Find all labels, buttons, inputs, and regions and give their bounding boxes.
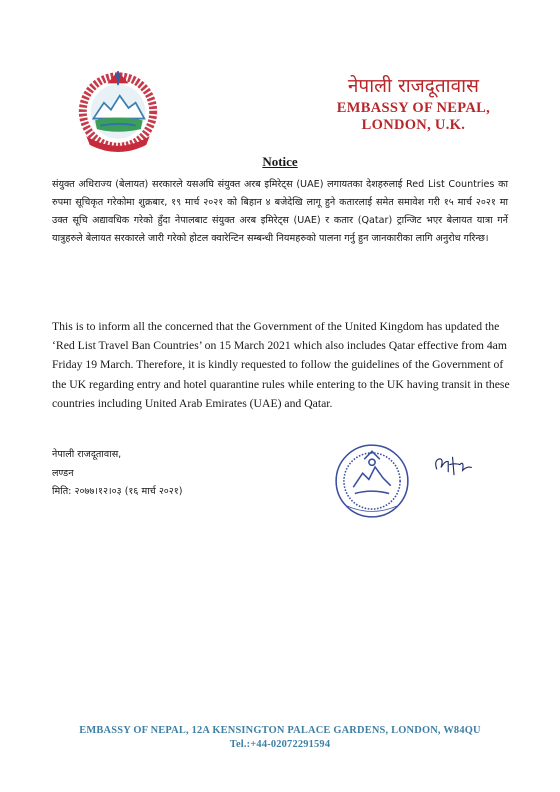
footer-phone: Tel.:+44-02072291594 bbox=[229, 739, 331, 750]
signature-office: नेपाली राजदूतावास, bbox=[52, 449, 122, 460]
footer-address: EMBASSY OF NEPAL, 12A KENSINGTON PALACE GARDENS, LONDON, W84QU bbox=[79, 725, 481, 736]
notice-paragraph-english: This is to inform all the concerned that the Government of the United Kingdom has updated the ‘Red List Travel Ban Countries’ on 15 March 2021 which also includes Qatar effective from 4am Friday 19 March. Therefore, it is kindly requested to follow the guidelines of the Government of the UK regarding entry and hotel quarantine rules while entering to the UK having transit in these countries including United Arab Emirates (UAE) and Qatar. bbox=[52, 320, 510, 410]
embassy-seal-icon bbox=[333, 442, 411, 520]
footer bbox=[0, 724, 560, 752]
notice-title: Notice bbox=[262, 154, 298, 169]
notice-paragraph-nepali: संयुक्त अधिराज्य (बेलायत) सरकारले यसअघि संयुक्त अरब इमिरेट्स (UAE) लगायतका देशहरुलाई Red List Countries का रुपमा सूचिकृत गरेकोमा शुक्रबार, १९ मार्च २०२१ को बिहान ४ बजेदेखि लागू हुने कतारलाई समेत समावेश गरी १५ मार्च २०२१ मा उक्त सूचि अद्यावधिक गरेको हुँदा नेपालबाट संयुक्त अरब इमिरेट्स (UAE) र कतार (Qatar) ट्रान्जिट भएर बेलायत यात्रा गर्ने यात्रुहरुले बेलायत सरकारले जारी गरेको होटल क्वारेन्टिन सम्बन्धी नियमहरुको पालना गर्नु हुन जानकारीका लागि अनुरोध गरिन्छ। bbox=[52, 179, 508, 244]
embassy-name-nepali: नेपाली राजदूतावास bbox=[347, 75, 479, 97]
signature-date: मिति: २०७७।१२।०३ (१६ मार्च २०२१) bbox=[52, 486, 183, 497]
embassy-name-english-line2: LONDON, U.K. bbox=[361, 117, 466, 133]
signature-icon bbox=[432, 453, 476, 479]
signature-block bbox=[52, 446, 183, 502]
letterhead bbox=[337, 72, 490, 134]
embassy-name-english-line1: EMBASSY OF NEPAL, bbox=[336, 100, 490, 116]
signature-city: लण्डन bbox=[52, 467, 74, 479]
nepal-emblem-icon bbox=[74, 64, 162, 152]
